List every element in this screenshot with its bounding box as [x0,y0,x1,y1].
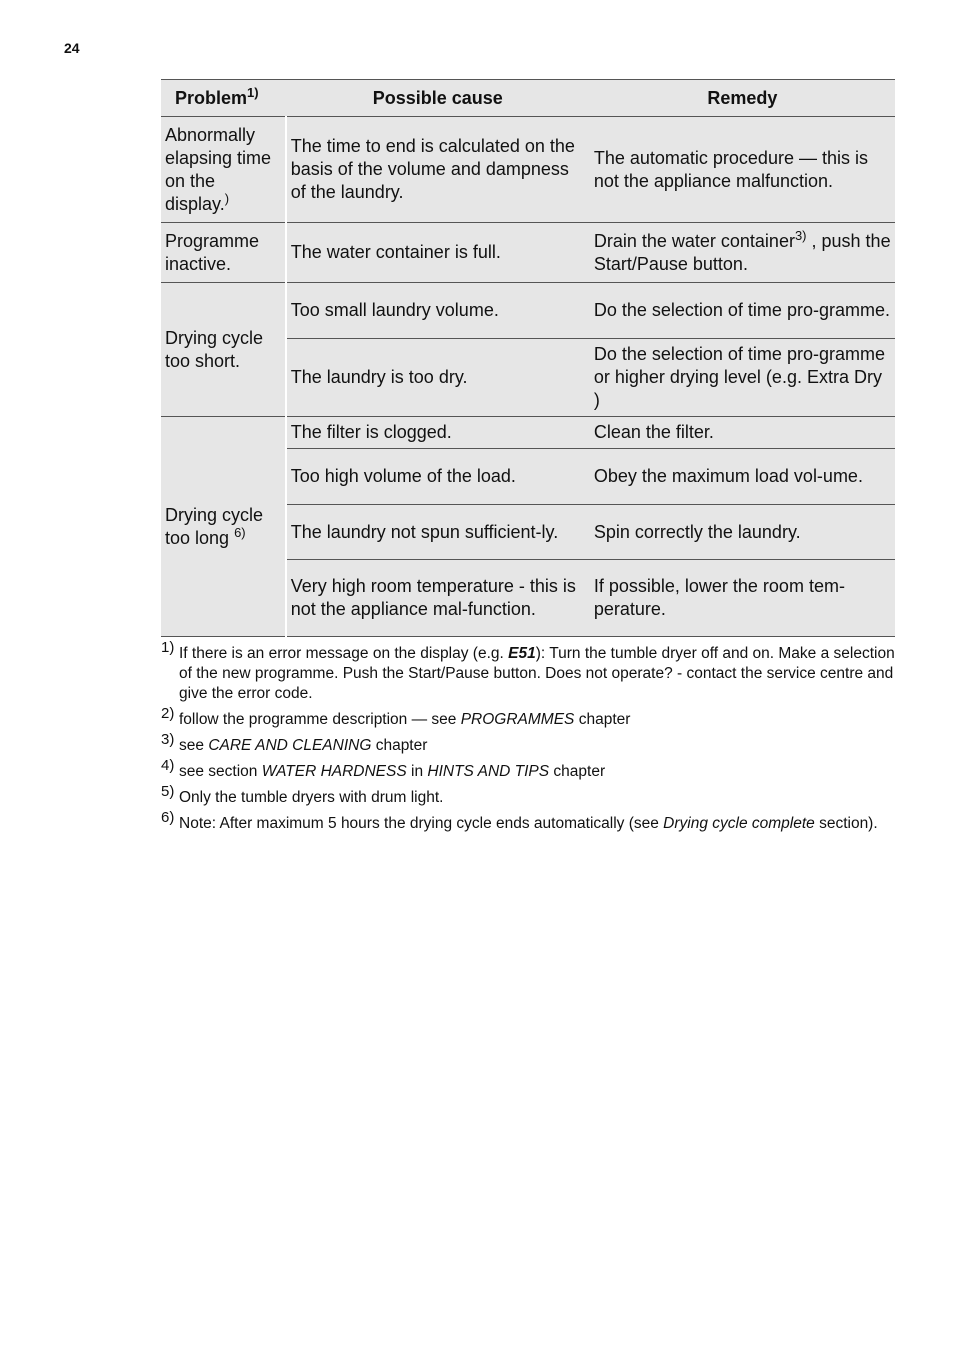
remedy-cell: Drain the water container$^{3)}$ , push the Start/Pause button. [590,223,895,283]
remedy-cell: Do the selection of time pro-gramme. [590,283,895,339]
footnote-ref: ) [224,190,230,206]
remedy-cell: Clean the filter. [590,417,895,449]
cause-cell: The laundry not spun sufficient-ly. [286,505,590,560]
footnote-1: 1) If there is an error message on the display (e.g. E51): Turn the tumble dryer off and on. Make a selection of the new programme. Push the Start/Pause button. Does not operate? - contact the service centre and give the error code. [161,639,895,702]
table-row [161,417,895,449]
table-row [161,223,895,283]
footnote-mark: 3) [161,731,175,748]
remedy-cell: The automatic procedure — this is not the appliance malfunction. [590,117,895,223]
footnote-mark: 2) [161,705,175,722]
problem-cell: Abnormally elapsing time on the display.) [161,117,286,223]
table-row [161,283,895,339]
remedy-cell: Obey the maximum load vol-ume. [590,449,895,505]
footnote-3: 3) see CARE AND CLEANING chapter [161,731,428,754]
footnote-4: 4) see section WATER HARDNESS in HINTS AND TIPS chapter [161,757,606,780]
footnote-6: 6) Note: After maximum 5 hours the drying cycle ends automatically (see Drying cycle complete section). [161,809,878,832]
cause-cell: The filter is clogged. [286,417,590,449]
table-row [161,117,895,223]
page-number: 24 [64,40,80,56]
problem-cell: Drying cycle too short. [161,283,286,417]
cause-cell: Very high room temperature - this is not the appliance mal-function. [286,560,590,637]
footnote-2: 2) follow the programme description — see PROGRAMMES chapter [161,705,631,728]
cause-cell: The time to end is calculated on the basis of the volume and dampness of the laundry. [286,117,590,223]
error-code: E51 [508,645,536,662]
cause-cell: The water container is full. [286,223,590,283]
remedy-cell: Do the selection of time pro-gramme or higher drying level (e.g. Extra Dry ) [590,339,895,417]
footnote-mark: 4) [161,757,175,774]
footnote-ref: 6) [234,524,246,540]
footnote-mark: 1) [161,639,175,656]
footnote-mark: 6) [161,809,175,826]
header-possible-cause: Possible cause [286,80,590,117]
cause-cell: Too small laundry volume. [286,283,590,339]
remedy-cell: Spin correctly the laundry. [590,505,895,560]
cause-cell: The laundry is too dry. [286,339,590,417]
problem-cell: Programme inactive. [161,223,286,283]
table-header-row [161,80,895,117]
cause-cell: Too high volume of the load. [286,449,590,505]
footnote-ref: 1) [247,84,259,100]
header-remedy: Remedy [590,80,895,117]
remedy-cell: If possible, lower the room tem-perature. [590,560,895,637]
problem-cell: Drying cycle too long $^{6)}$ [161,417,286,637]
footnote-ref: 3) [794,227,807,243]
footnote-5: 5) Only the tumble dryers with drum light. [161,783,444,806]
troubleshooting-table [161,79,895,637]
footnotes [161,639,901,840]
header-problem: Problem$^{1)}$ [161,80,286,117]
footnote-mark: 5) [161,783,175,800]
